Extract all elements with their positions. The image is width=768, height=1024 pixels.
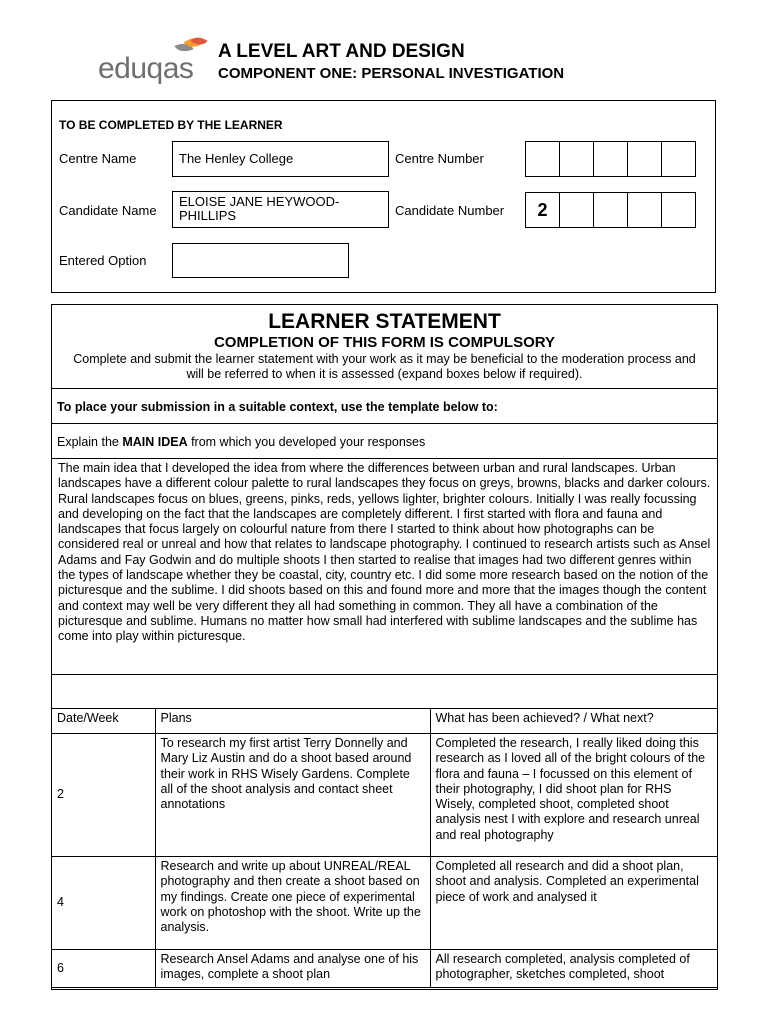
candidate-number-digit[interactable] xyxy=(559,192,594,228)
document-subtitle: COMPONENT ONE: PERSONAL INVESTIGATION xyxy=(218,65,565,82)
statement-instructions: Complete and submit the learner statement with your work as it may be beneficial to the moderation process and will be referred to when it is assessed (expand boxes below if required). xyxy=(73,352,696,381)
main-idea-prompt xyxy=(52,424,717,459)
candidate-number-label: Candidate Number xyxy=(395,203,505,218)
centre-number-digit[interactable] xyxy=(525,141,560,177)
context-prompt: To place your submission in a suitable context, use the template below to: xyxy=(52,389,717,424)
plan-table xyxy=(52,709,717,988)
entered-option-label: Entered Option xyxy=(59,253,147,268)
achieved-cell[interactable]: All research completed, analysis completed of photographer, sketches completed, shoot xyxy=(430,950,717,988)
plan-cell[interactable]: Research Ansel Adams and analyse one of his images, complete a shoot plan xyxy=(155,950,430,988)
document-title: A LEVEL ART AND DESIGN xyxy=(218,41,465,62)
week-cell[interactable]: 4 xyxy=(52,857,155,950)
centre-number-digit[interactable] xyxy=(627,141,662,177)
centre-number-digit[interactable] xyxy=(559,141,594,177)
header-date-week: Date/Week xyxy=(52,709,155,734)
centre-number-label: Centre Number xyxy=(395,151,484,166)
candidate-number-boxes xyxy=(525,192,696,228)
week-cell[interactable]: 2 xyxy=(52,734,155,857)
header-achieved: What has been achieved? / What next? xyxy=(430,709,717,734)
logo-text: eduqas xyxy=(98,52,194,85)
table-row xyxy=(52,950,717,988)
plan-cell[interactable]: Research and write up about UNREAL/REAL photography and then create a shoot based on my findings. Create one piece of experimental work on photoshop with the shoot. Write up the analysis. xyxy=(155,857,430,950)
statement-header xyxy=(52,305,717,389)
statement-title: LEARNER STATEMENT xyxy=(268,310,501,333)
compulsory-notice: COMPLETION OF THIS FORM IS COMPULSORY xyxy=(213,334,556,351)
learner-box-heading: TO BE COMPLETED BY THE LEARNER xyxy=(59,118,283,132)
candidate-number-digit[interactable] xyxy=(627,192,662,228)
main-idea-suffix: from which you developed your responses xyxy=(187,435,426,449)
centre-name-field[interactable]: The Henley College xyxy=(172,141,389,177)
achieved-cell[interactable]: Completed the research, I really liked doing this research as I loved all of the bright colours of the flora and fauna – I focussed on this element of their photography, I did shoot plan for RHS Wisely, completed shoot, completed shoot analysis nest I with explore and research unreal and real photography xyxy=(430,734,717,857)
plan-table-header-row xyxy=(52,709,717,734)
candidate-number-digit[interactable] xyxy=(661,192,696,228)
centre-number-boxes xyxy=(525,141,696,177)
candidate-name-label: Candidate Name xyxy=(59,203,157,218)
header-plans: Plans xyxy=(155,709,430,734)
entered-option-field[interactable] xyxy=(172,243,349,278)
plan-cell[interactable]: To research my first artist Terry Donnelly and Mary Liz Austin and do a shoot based around their work in RHS Wisely Gardens. Complete all of the shoot analysis and contact sheet annotations xyxy=(155,734,430,857)
eduqas-logo xyxy=(98,34,210,86)
achieved-cell[interactable]: Completed all research and did a shoot plan, shoot and analysis. Completed an experimental piece of work and analysed it xyxy=(430,857,717,950)
candidate-name-field[interactable]: ELOISE JANE HEYWOOD-PHILLIPS xyxy=(172,191,389,228)
candidate-number-digit[interactable] xyxy=(593,192,628,228)
centre-number-digit[interactable] xyxy=(661,141,696,177)
learner-statement-box xyxy=(51,304,718,990)
main-idea-bold: MAIN IDEA xyxy=(122,435,188,449)
main-idea-prefix: Explain the xyxy=(57,435,123,449)
table-row xyxy=(52,734,717,857)
learner-details-box xyxy=(51,100,716,293)
centre-name-label: Centre Name xyxy=(59,151,137,166)
main-idea-response[interactable]: The main idea that I developed the idea from where the differences between urban and rural landscapes. Urban landscapes have a different colour palette to rural landscapes they focus on greys, browns, blacks and darker colours. Rural landscapes focus on blues, greens, pinks, reds, yellows lighter, brighter colours. Initially I was really focussing and developing on the fact that the landscapes are completely different. I first started with flora and fauna and landscapes that focus largely on colourful nature from there I started to think about how photographs can be considered real or unreal and how that relates to landscape photography. I continued to research artists such as Ansel Adams and Fay Godwin and do multiple shoots I then started to realise that images had two different genres within the types of landscape whether they be coastal, city, country etc. I did some more research based on the notion of the picturesque and the sublime. I did shoots based on this and found more and more that the images though the content and context may well be very different they all had something in common. They all have a combination of the picturesque and sublime. Humans no matter how small had interfered with sublime landscapes and the sublime has come into play within picturesque. xyxy=(52,459,717,675)
centre-number-digit[interactable] xyxy=(593,141,628,177)
table-row xyxy=(52,857,717,950)
candidate-number-digit[interactable]: 2 xyxy=(525,192,560,228)
week-cell[interactable]: 6 xyxy=(52,950,155,988)
blank-row[interactable] xyxy=(52,675,717,709)
